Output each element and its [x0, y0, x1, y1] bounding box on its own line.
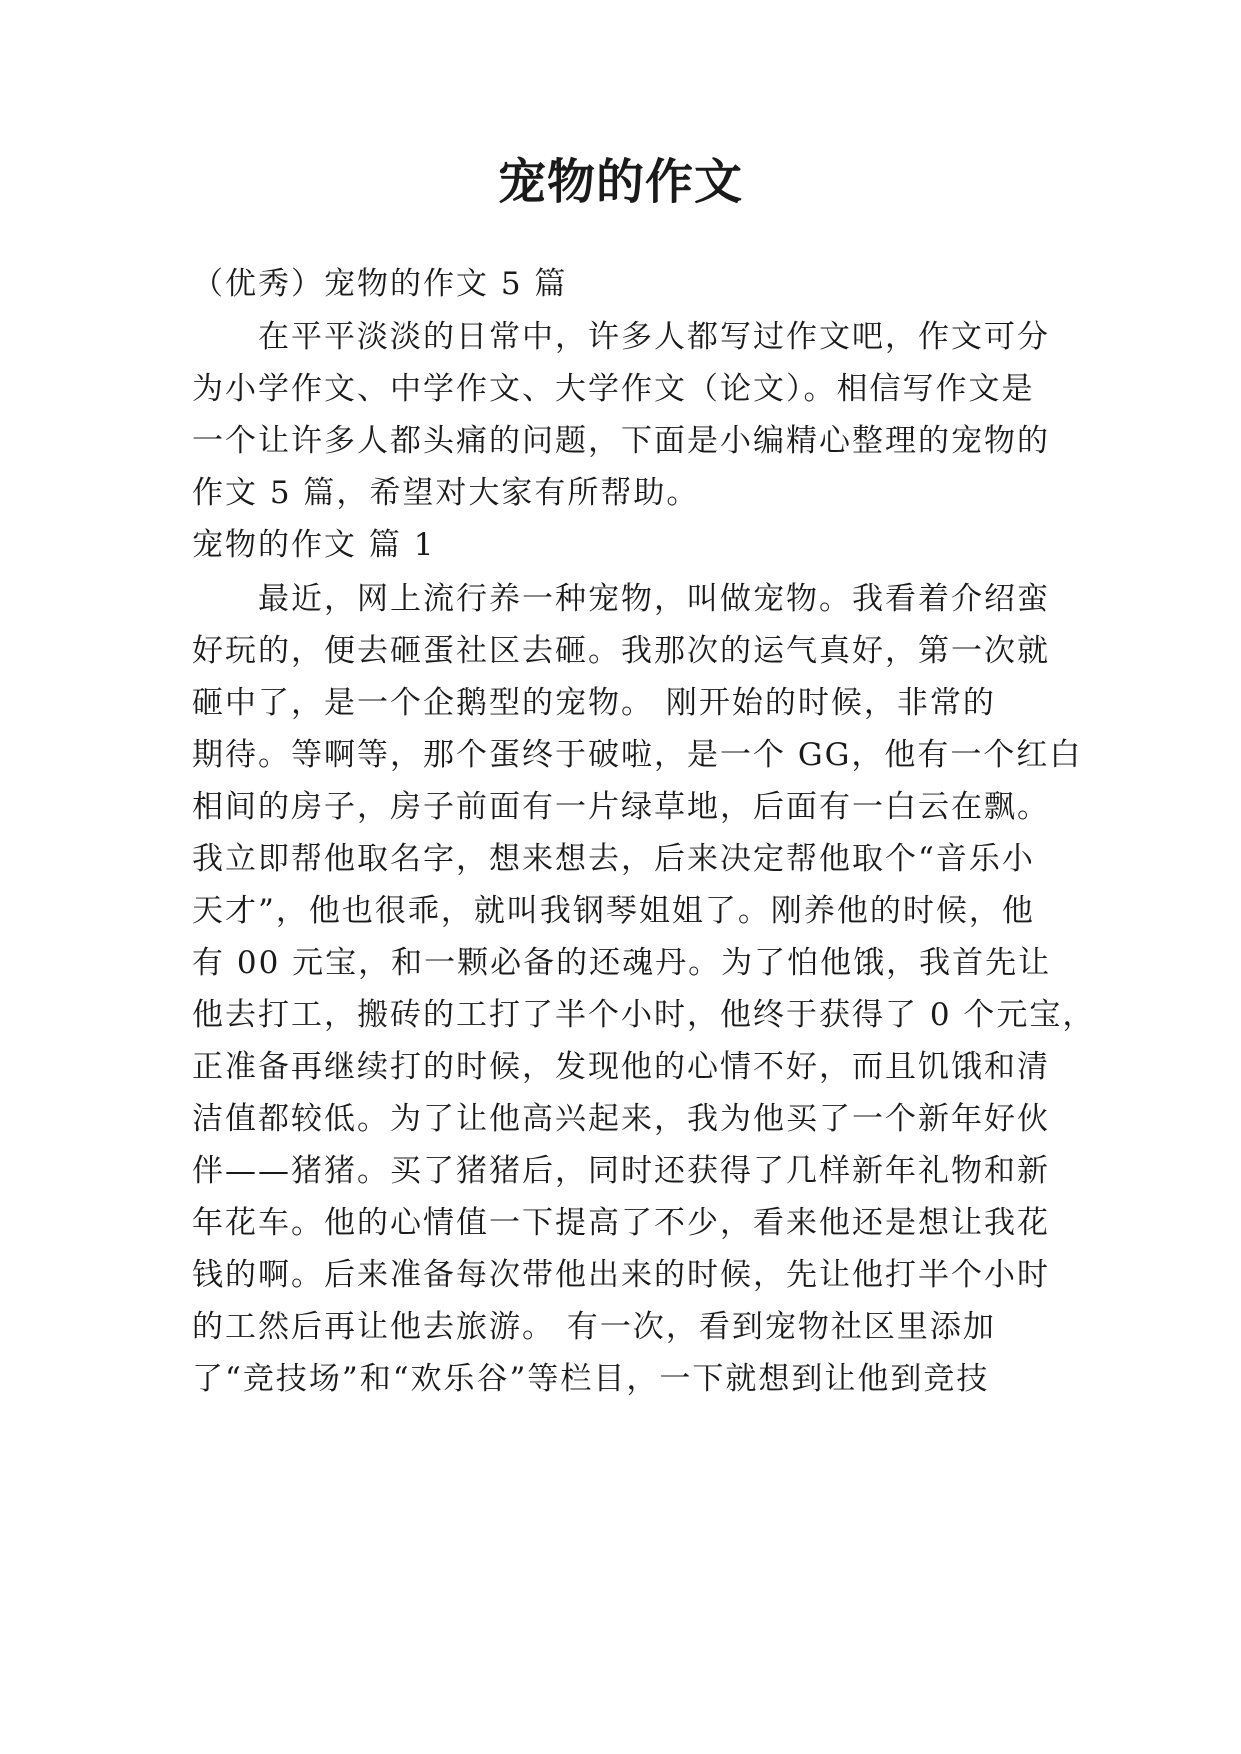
- body-line: 正准备再继续打的时候，发现他的心情不好，而且饥饿和清: [192, 1049, 1050, 1085]
- body-line: 钱的啊。后来准备每次带他出来的时候，先让他打半个小时: [192, 1257, 1050, 1293]
- body-line: 洁值都较低。为了让他高兴起来，我为他买了一个新年好伙: [192, 1101, 1050, 1137]
- body-line: 我立即帮他取名字，想来想去，后来决定帮他取个“音乐小: [192, 841, 1035, 877]
- body-line: 砸中了，是一个企鹅型的宠物。 刚开始的时候，非常的: [192, 685, 996, 721]
- body-line: 最近，网上流行养一种宠物，叫做宠物。我看着介绍蛮: [258, 581, 1050, 617]
- body-line: 好玩的，便去砸蛋社区去砸。我那次的运气真好，第一次就: [192, 633, 1050, 669]
- body-line: 期待。等啊等，那个蛋终于破啦，是一个 GG，他有一个红白: [192, 737, 1083, 773]
- body-line: 相间的房子，房子前面有一片绿草地，后面有一白云在飘。: [192, 789, 1050, 825]
- body-line: 有 00 元宝，和一颗必备的还魂丹。为了怕他饿，我首先让: [192, 945, 1052, 981]
- section-heading: 宠物的作文 篇 1: [192, 527, 436, 563]
- intro-line: 作文 5 篇，希望对大家有所帮助。: [192, 475, 700, 511]
- body-line: 他去打工，搬砖的工打了半个小时，他终于获得了 0 个元宝，: [192, 997, 1096, 1033]
- body-line: 天才”，他也很乖，就叫我钢琴姐姐了。刚养他的时候，他: [192, 893, 1035, 929]
- intro-line: 在平平淡淡的日常中，许多人都写过作文吧，作文可分: [258, 319, 1050, 355]
- body-line: 年花车。他的心情值一下提高了不少，看来他还是想让我花: [192, 1205, 1050, 1241]
- body-line: 伴——猪猪。买了猪猪后，同时还获得了几样新年礼物和新: [192, 1153, 1050, 1189]
- intro-line: 一个让许多人都头痛的问题，下面是小编精心整理的宠物的: [192, 423, 1050, 459]
- document-title: 宠物的作文: [497, 154, 743, 210]
- intro-line: 为小学作文、中学作文、大学作文（论文）。相信写作文是: [192, 371, 1035, 407]
- document-subtitle: （优秀）宠物的作文 5 篇: [192, 266, 568, 302]
- body-line: 的工然后再让他去旅游。 有一次，看到宠物社区里添加: [192, 1309, 996, 1345]
- body-line: 了“竞技场”和“欢乐谷”等栏目，一下就想到让他到竞技: [192, 1361, 990, 1397]
